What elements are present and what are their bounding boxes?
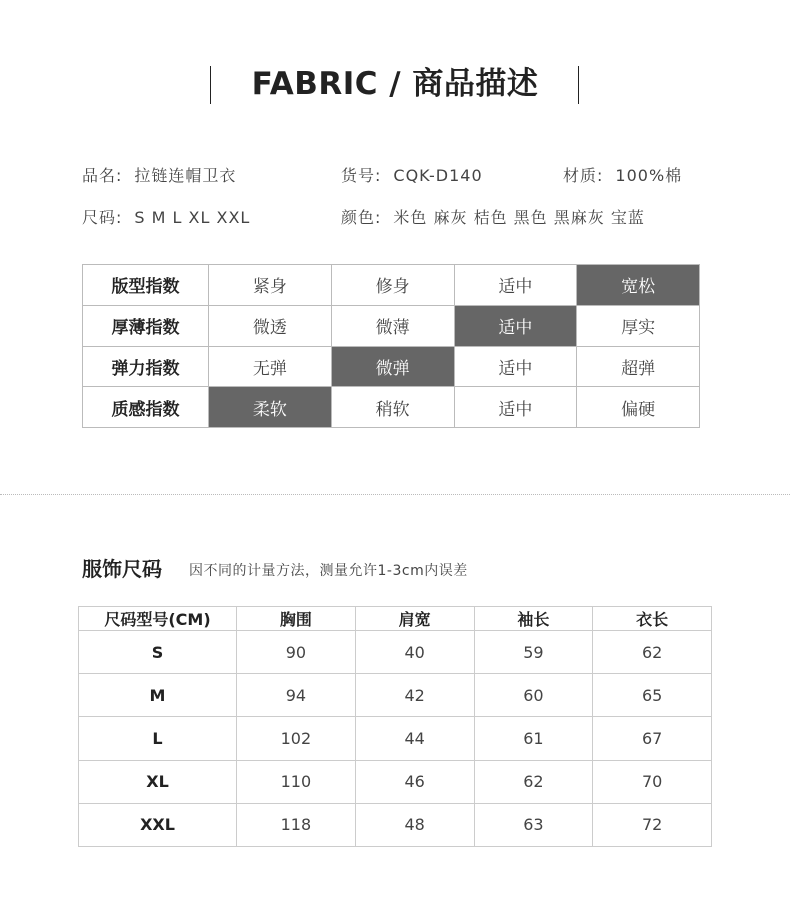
index-option-selected: 适中 — [454, 305, 577, 346]
size-cell: 62 — [593, 631, 712, 674]
info-colors — [341, 205, 645, 228]
info-product-name — [82, 163, 236, 186]
size-row — [79, 760, 712, 803]
index-option: 偏硬 — [577, 387, 700, 428]
index-option: 适中 — [454, 346, 577, 387]
index-option: 超弹 — [577, 346, 700, 387]
info-value: CQK-D140 — [393, 166, 483, 185]
info-label: 颜色: — [341, 208, 382, 227]
size-cell: 110 — [237, 760, 356, 803]
size-cell: 102 — [237, 717, 356, 760]
size-row — [79, 674, 712, 717]
info-label: 货号: — [341, 166, 382, 185]
index-option-selected: 柔软 — [209, 387, 332, 428]
index-option: 适中 — [454, 265, 577, 306]
info-label: 品名: — [82, 166, 123, 185]
size-table-header-cell: 肩宽 — [355, 607, 474, 631]
size-row-label: S — [79, 631, 237, 674]
info-label: 材质: — [563, 166, 604, 185]
size-cell: 65 — [593, 674, 712, 717]
size-cell: 94 — [237, 674, 356, 717]
index-row-label: 版型指数 — [83, 265, 209, 306]
section-divider — [0, 494, 790, 495]
info-value: 100%棉 — [615, 166, 683, 185]
index-row — [83, 387, 700, 428]
size-row-label: L — [79, 717, 237, 760]
index-row — [83, 305, 700, 346]
size-cell: 70 — [593, 760, 712, 803]
size-cell: 72 — [593, 803, 712, 846]
info-value: 拉链连帽卫衣 — [134, 166, 237, 185]
size-row — [79, 803, 712, 846]
index-option: 稍软 — [331, 387, 454, 428]
size-row — [79, 717, 712, 760]
info-material — [563, 163, 682, 186]
index-option: 厚实 — [577, 305, 700, 346]
size-table-header-cell: 尺码型号(CM) — [79, 607, 237, 631]
size-section-note: 因不同的计量方法，测量允许1-3cm内误差 — [189, 563, 468, 579]
info-label: 尺码: — [82, 208, 123, 227]
info-sizes — [82, 205, 250, 228]
size-cell: 67 — [593, 717, 712, 760]
index-option-selected: 宽松 — [577, 265, 700, 306]
fabric-index-table — [82, 264, 700, 428]
size-table — [78, 606, 712, 847]
size-cell: 48 — [355, 803, 474, 846]
size-table-header-cell: 衣长 — [593, 607, 712, 631]
size-table-header — [79, 607, 712, 631]
size-row-label: XL — [79, 760, 237, 803]
size-cell: 63 — [474, 803, 593, 846]
index-option-selected: 微弹 — [331, 346, 454, 387]
index-option: 无弹 — [209, 346, 332, 387]
index-row — [83, 265, 700, 306]
size-cell: 42 — [355, 674, 474, 717]
index-option: 紧身 — [209, 265, 332, 306]
index-row-label: 厚薄指数 — [83, 305, 209, 346]
size-cell: 118 — [237, 803, 356, 846]
index-option: 修身 — [331, 265, 454, 306]
size-row-label: XXL — [79, 803, 237, 846]
size-cell: 40 — [355, 631, 474, 674]
info-value: 米色 麻灰 桔色 黑色 黑麻灰 宝蓝 — [393, 208, 645, 227]
info-value: S M L XL XXL — [134, 208, 251, 227]
page-title: FABRIC / 商品描述 — [251, 66, 539, 102]
size-table-header-cell: 胸围 — [237, 607, 356, 631]
size-row-label: M — [79, 674, 237, 717]
size-cell: 46 — [355, 760, 474, 803]
title-right-divider — [578, 66, 579, 104]
index-row-label: 弹力指数 — [83, 346, 209, 387]
index-option: 微透 — [209, 305, 332, 346]
size-cell: 90 — [237, 631, 356, 674]
info-product-code — [341, 163, 483, 186]
index-row-label: 质感指数 — [83, 387, 209, 428]
index-row — [83, 346, 700, 387]
size-row — [79, 631, 712, 674]
size-table-header-cell: 袖长 — [474, 607, 593, 631]
size-section-title: 服饰尺码 — [82, 557, 162, 581]
index-option: 适中 — [454, 387, 577, 428]
size-cell: 62 — [474, 760, 593, 803]
size-cell: 44 — [355, 717, 474, 760]
size-cell: 61 — [474, 717, 593, 760]
size-cell: 59 — [474, 631, 593, 674]
index-option: 微薄 — [331, 305, 454, 346]
size-cell: 60 — [474, 674, 593, 717]
